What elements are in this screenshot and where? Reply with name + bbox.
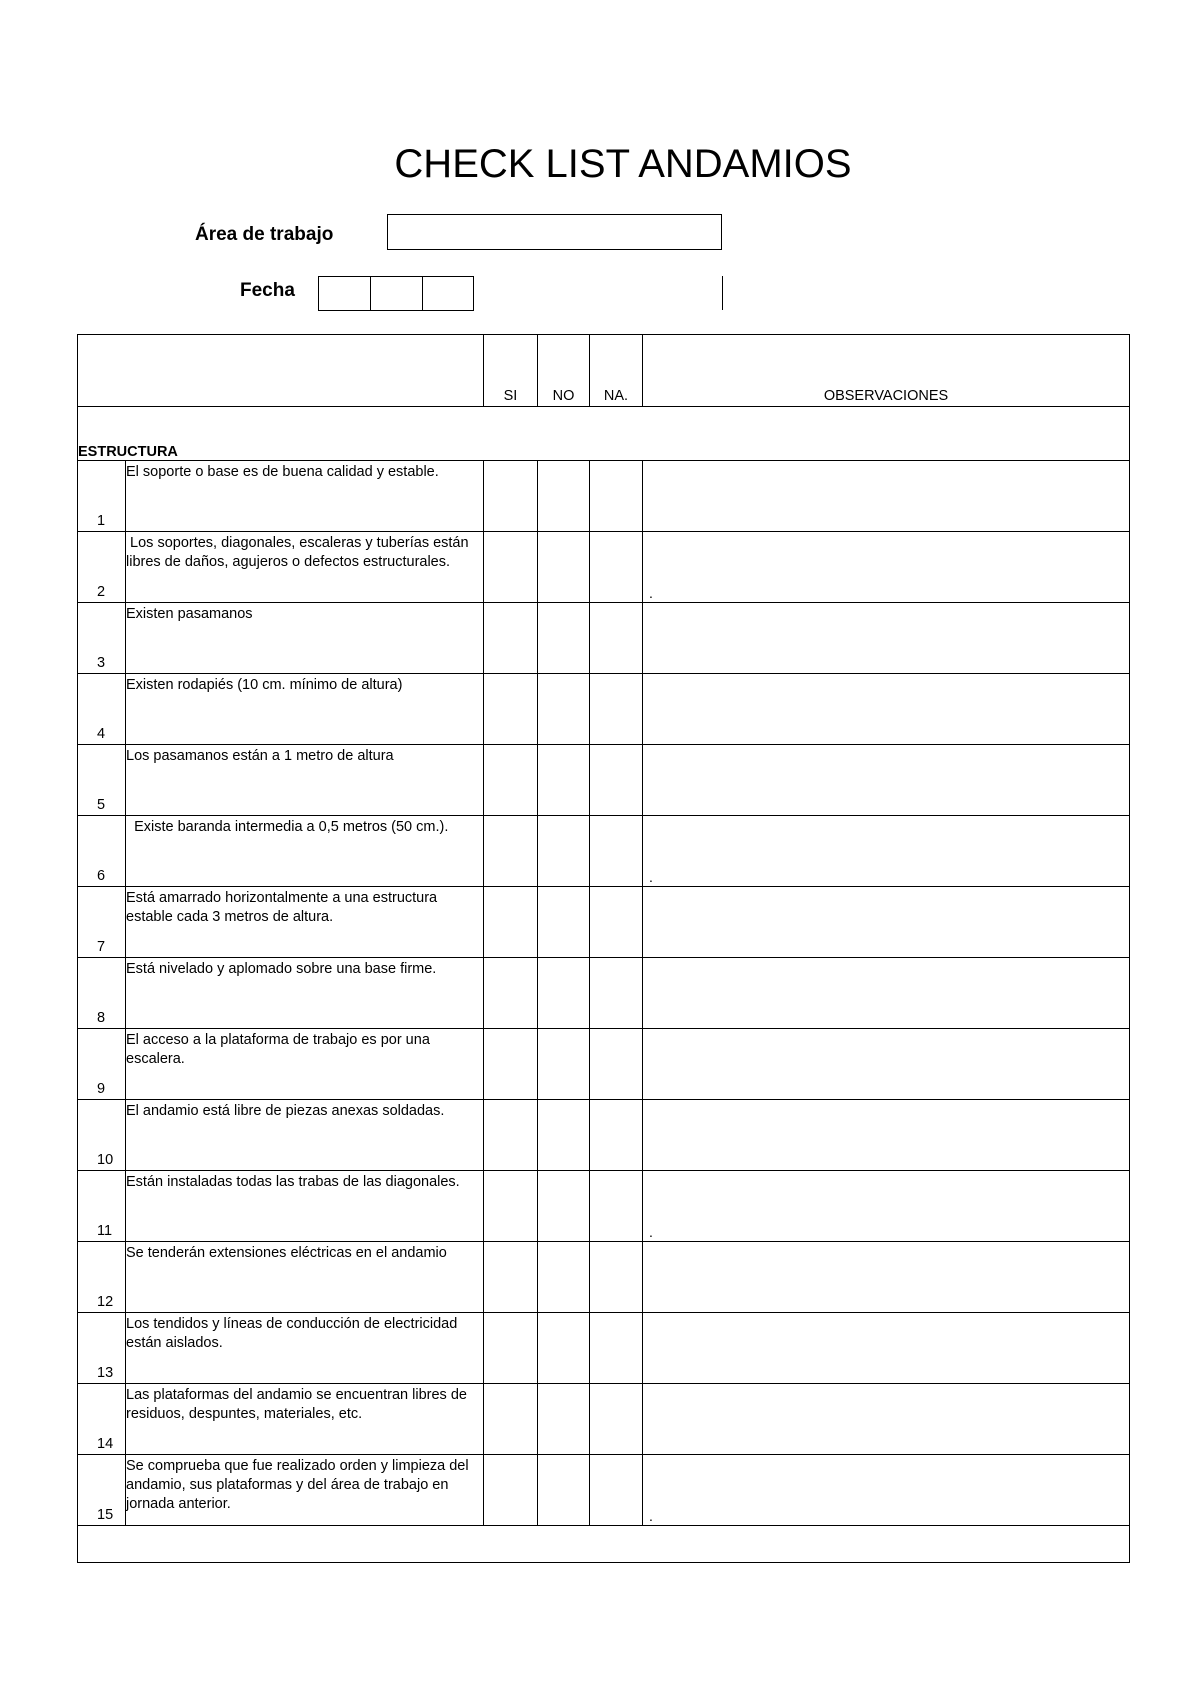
check-cell-si[interactable] <box>484 958 538 1029</box>
check-cell-no[interactable] <box>538 603 590 674</box>
item-number: 15 <box>78 1455 126 1526</box>
observaciones-cell[interactable] <box>643 958 1130 1029</box>
table-row <box>78 745 1130 816</box>
table-row <box>78 887 1130 958</box>
check-cell-na[interactable] <box>590 461 643 532</box>
check-cell-na[interactable] <box>590 1242 643 1313</box>
item-number: 4 <box>78 674 126 745</box>
check-cell-si[interactable] <box>484 1313 538 1384</box>
check-cell-si[interactable] <box>484 1100 538 1171</box>
header-na: NA. <box>590 335 643 407</box>
observaciones-cell[interactable] <box>643 887 1130 958</box>
item-description: Existen rodapiés (10 cm. mínimo de altura) <box>126 674 484 745</box>
observaciones-cell[interactable] <box>643 603 1130 674</box>
table-row <box>78 958 1130 1029</box>
item-number: 14 <box>78 1384 126 1455</box>
item-description: Los tendidos y líneas de conducción de electricidad están aislados. <box>126 1313 484 1384</box>
check-cell-no[interactable] <box>538 887 590 958</box>
check-cell-no[interactable] <box>538 958 590 1029</box>
area-label: Área de trabajo <box>195 224 334 245</box>
header-observaciones: OBSERVACIONES <box>643 335 1130 407</box>
observacion-text: . <box>649 585 653 601</box>
table-row <box>78 1313 1130 1384</box>
check-cell-si[interactable] <box>484 887 538 958</box>
item-description: Se comprueba que fue realizado orden y limpieza del andamio, sus plataformas y del área de trabajo en jornada anterior. <box>126 1455 484 1526</box>
table-row <box>78 816 1130 887</box>
check-cell-si[interactable] <box>484 1384 538 1455</box>
fecha-day-box[interactable] <box>318 276 370 311</box>
item-description: El soporte o base es de buena calidad y estable. <box>126 461 484 532</box>
check-cell-na[interactable] <box>590 674 643 745</box>
observaciones-cell[interactable] <box>643 1242 1130 1313</box>
item-description: El acceso a la plataforma de trabajo es por una escalera. <box>126 1029 484 1100</box>
check-cell-na[interactable] <box>590 532 643 603</box>
observaciones-cell[interactable] <box>643 1455 1130 1526</box>
check-cell-na[interactable] <box>590 603 643 674</box>
item-number: 3 <box>78 603 126 674</box>
page-title: CHECK LIST ANDAMIOS <box>394 142 852 186</box>
check-cell-si[interactable] <box>484 1029 538 1100</box>
item-number: 11 <box>78 1171 126 1242</box>
observaciones-cell[interactable] <box>643 1313 1130 1384</box>
check-cell-si[interactable] <box>484 1455 538 1526</box>
check-cell-no[interactable] <box>538 1100 590 1171</box>
check-cell-si[interactable] <box>484 461 538 532</box>
check-cell-no[interactable] <box>538 816 590 887</box>
item-number: 9 <box>78 1029 126 1100</box>
check-cell-na[interactable] <box>590 1384 643 1455</box>
check-cell-no[interactable] <box>538 674 590 745</box>
table-header-row <box>78 335 1130 407</box>
check-cell-no[interactable] <box>538 1171 590 1242</box>
observaciones-cell[interactable] <box>643 1384 1130 1455</box>
observacion-text: . <box>649 1508 653 1524</box>
section-row <box>78 407 1130 461</box>
check-cell-no[interactable] <box>538 461 590 532</box>
item-description: Están instaladas todas las trabas de las diagonales. <box>126 1171 484 1242</box>
item-number: 5 <box>78 745 126 816</box>
area-input-box[interactable] <box>387 214 722 250</box>
item-description: Existe baranda intermedia a 0,5 metros (50 cm.). <box>126 816 484 887</box>
check-cell-no[interactable] <box>538 1029 590 1100</box>
divider-mark <box>722 276 723 310</box>
item-description: Existen pasamanos <box>126 603 484 674</box>
item-number: 7 <box>78 887 126 958</box>
check-cell-si[interactable] <box>484 674 538 745</box>
table-row <box>78 1100 1130 1171</box>
check-cell-si[interactable] <box>484 745 538 816</box>
table-row <box>78 1384 1130 1455</box>
item-description: Los pasamanos están a 1 metro de altura <box>126 745 484 816</box>
item-number: 1 <box>78 461 126 532</box>
check-cell-si[interactable] <box>484 1171 538 1242</box>
item-description: Está nivelado y aplomado sobre una base firme. <box>126 958 484 1029</box>
item-number: 13 <box>78 1313 126 1384</box>
table-footer-row <box>78 1526 1130 1563</box>
table-row <box>78 1029 1130 1100</box>
item-number: 8 <box>78 958 126 1029</box>
observaciones-cell[interactable] <box>643 674 1130 745</box>
item-description: Está amarrado horizontalmente a una estructura estable cada 3 metros de altura. <box>126 887 484 958</box>
check-cell-na[interactable] <box>590 1171 643 1242</box>
table-row <box>78 1242 1130 1313</box>
check-cell-na[interactable] <box>590 816 643 887</box>
fecha-month-box[interactable] <box>370 276 422 311</box>
check-cell-na[interactable] <box>590 1100 643 1171</box>
observaciones-cell[interactable] <box>643 1029 1130 1100</box>
observacion-text: . <box>649 869 653 885</box>
checklist-table <box>77 334 1130 1563</box>
item-description: Se tenderán extensiones eléctricas en el andamio <box>126 1242 484 1313</box>
check-cell-no[interactable] <box>538 1455 590 1526</box>
header-si: SI <box>484 335 538 407</box>
table-row <box>78 461 1130 532</box>
table-row <box>78 1171 1130 1242</box>
observaciones-cell[interactable] <box>643 1171 1130 1242</box>
check-cell-si[interactable] <box>484 816 538 887</box>
table-row <box>78 1455 1130 1526</box>
table-row <box>78 603 1130 674</box>
check-cell-no[interactable] <box>538 1242 590 1313</box>
item-number: 10 <box>78 1100 126 1171</box>
check-cell-na[interactable] <box>590 1313 643 1384</box>
section-title: ESTRUCTURA <box>78 407 1130 461</box>
item-description: Los soportes, diagonales, escaleras y tuberías están libres de daños, agujeros o defectos estructurales. <box>126 532 484 603</box>
header-blank-cell <box>78 335 484 407</box>
check-cell-no[interactable] <box>538 532 590 603</box>
check-cell-na[interactable] <box>590 958 643 1029</box>
check-cell-si[interactable] <box>484 603 538 674</box>
item-description: El andamio está libre de piezas anexas soldadas. <box>126 1100 484 1171</box>
item-description: Las plataformas del andamio se encuentran libres de residuos, despuntes, materiales, etc. <box>126 1384 484 1455</box>
fecha-year-box[interactable] <box>422 276 474 311</box>
fecha-label: Fecha <box>240 280 295 301</box>
observaciones-cell[interactable] <box>643 532 1130 603</box>
table-row <box>78 532 1130 603</box>
check-cell-no[interactable] <box>538 1384 590 1455</box>
fecha-input-group <box>318 276 474 311</box>
observaciones-cell[interactable] <box>643 816 1130 887</box>
table-row <box>78 674 1130 745</box>
check-cell-na[interactable] <box>590 1455 643 1526</box>
observaciones-cell[interactable] <box>643 1100 1130 1171</box>
observaciones-cell[interactable] <box>643 461 1130 532</box>
check-cell-no[interactable] <box>538 1313 590 1384</box>
item-number: 2 <box>78 532 126 603</box>
check-cell-si[interactable] <box>484 532 538 603</box>
observaciones-cell[interactable] <box>643 745 1130 816</box>
check-cell-na[interactable] <box>590 887 643 958</box>
header-no: NO <box>538 335 590 407</box>
check-cell-na[interactable] <box>590 745 643 816</box>
check-cell-no[interactable] <box>538 745 590 816</box>
check-cell-na[interactable] <box>590 1029 643 1100</box>
check-cell-si[interactable] <box>484 1242 538 1313</box>
footer-blank-cell <box>78 1526 1130 1563</box>
observacion-text: . <box>649 1224 653 1240</box>
item-number: 12 <box>78 1242 126 1313</box>
item-number: 6 <box>78 816 126 887</box>
